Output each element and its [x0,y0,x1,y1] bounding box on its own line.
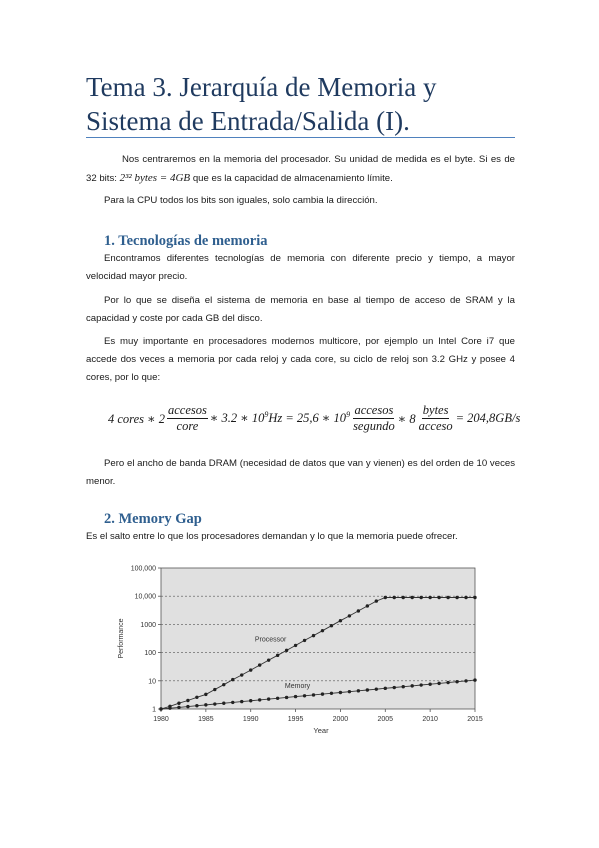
y-tick-label: 10,000 [134,593,156,601]
eq-fraction-3 [418,403,454,434]
data-point-memory [267,697,270,700]
data-point-processor [348,614,351,617]
series-label-processor: Processor [254,636,287,644]
section1-paragraph-2: Por lo que se diseña el sistema de memoria en base al tiempo de acceso de SRAM y la capacidad y coste por cada GB del disco. [86,295,515,324]
x-tick-label: 1995 [287,716,304,723]
data-point-processor [366,604,369,607]
data-point-memory [402,685,405,688]
data-point-memory [177,706,180,709]
data-point-memory [294,695,297,698]
x-tick-label: 2015 [467,716,483,723]
data-point-memory [159,707,162,710]
section1-paragraph-1: Encontramos diferentes tecnologías de memoria con diferente precio y tiempo, a mayor velocidad mayor precio. [86,253,515,282]
eq-term-3: Hz = 25,6 ∗ $10^9$ [268,410,351,426]
data-point-memory [303,694,306,697]
data-point-memory [168,706,171,709]
data-point-processor [276,654,279,657]
data-point-memory [195,704,198,707]
data-point-memory [455,680,458,683]
data-point-memory [312,693,315,696]
x-tick-label: 2000 [332,716,349,723]
data-point-processor [419,596,422,599]
data-point-processor [428,596,431,599]
data-point-processor [330,624,333,627]
series-label-memory: Memory [284,682,311,690]
x-tick-label: 1990 [242,716,259,723]
x-axis-label: Year [313,726,329,735]
intro-text-a: Nos centraremos en la memoria del procesador. Su unidad de medida es el byte. Si es de 32 bits: [86,154,515,184]
data-point-processor [357,609,360,612]
data-point-memory [419,683,422,686]
data-point-memory [213,702,216,705]
y-tick-label: 1 [152,706,156,714]
data-point-processor [213,688,216,691]
data-point-processor [240,673,243,676]
data-point-processor [258,663,261,666]
plot-area [161,568,475,709]
data-point-memory [348,690,351,693]
y-tick-label: 10 [148,678,156,686]
data-point-memory [204,703,207,706]
eq-term-4: ∗ 8 [397,411,416,426]
bandwidth-equation [86,400,521,440]
data-point-processor [312,634,315,637]
page-title: Tema 3. Jerarquía de Memoria y Sistema de Entrada/Salida (I). [86,72,437,136]
data-point-memory [330,692,333,695]
data-point-memory [437,682,440,685]
memory-gap-chart [114,560,489,745]
section2-paragraph-1: Es el salto entre lo que los procesadores demandan y lo que la memoria puede ofrecer. [86,531,458,542]
section-heading-1: 1. Tecnologías de memoria [104,233,268,249]
data-point-processor [294,644,297,647]
section-heading-2: 2. Memory Gap [104,511,202,527]
data-point-processor [303,639,306,642]
eq-frac1-den: core [176,419,199,433]
data-point-processor [339,619,342,622]
data-point-processor [186,699,189,702]
data-point-processor [393,596,396,599]
data-point-processor [285,649,288,652]
x-tick-label: 1985 [198,716,214,723]
data-point-memory [285,696,288,699]
data-point-processor [321,629,324,632]
data-point-processor [411,596,414,599]
y-tick-label: 100,000 [130,565,156,573]
data-point-processor [177,702,180,705]
data-point-processor [204,693,207,696]
data-point-memory [249,699,252,702]
y-axis-label: Performance [118,618,125,659]
intro-paragraph-2: Para la CPU todos los bits son iguales, solo cambia la dirección. [104,195,378,206]
data-point-memory [393,686,396,689]
title-rule [86,137,515,138]
section1-paragraph-4: Pero el ancho de banda DRAM (necesidad de datos que van y vienen) es del orden de 10 veces menor. [86,458,515,487]
data-point-memory [240,700,243,703]
data-point-memory [186,705,189,708]
data-point-processor [464,596,467,599]
data-point-processor [231,678,234,681]
data-point-memory [446,681,449,684]
data-point-processor [195,696,198,699]
eq-frac2-den: segundo [353,419,395,433]
eq-frac3-num: bytes [422,403,449,417]
data-point-processor [446,596,449,599]
data-point-processor [384,596,387,599]
y-tick-label: 1000 [140,621,156,629]
x-tick-label: 2005 [377,716,394,723]
data-point-memory [411,684,414,687]
data-point-memory [231,701,234,704]
data-point-processor [375,599,378,602]
section1-paragraph-3: Es muy importante en procesadores modernos multicore, por ejemplo un Intel Core i7 que accede dos veces a memoria por cada reloj y cada core, su ciclo de reloj son 3.2 GHz y posee 4 cores, por lo que: [86,336,515,383]
eq-term-5: = 204,8GB/s [455,411,521,425]
data-point-processor [249,668,252,671]
data-point-memory [339,691,342,694]
data-point-processor [222,683,225,686]
data-point-memory [276,697,279,700]
intro-paragraph-1 [86,151,515,188]
data-point-memory [321,692,324,695]
data-point-memory [222,702,225,705]
data-point-memory [375,687,378,690]
x-tick-label: 2010 [422,716,438,723]
data-point-processor [267,658,270,661]
data-point-processor [473,596,476,599]
intro-text-b: que es la capacidad de almacenamiento límite. [190,173,393,184]
y-tick-label: 100 [144,650,156,658]
eq-frac3-den: acceso [418,419,453,433]
eq-term-2: ∗ 3.2 ∗ $10^9$ [209,410,269,426]
eq-frac2-num: accesos [354,403,394,417]
data-point-memory [464,679,467,682]
data-point-memory [366,688,369,691]
data-point-memory [384,687,387,690]
x-tick-label: 1980 [153,716,169,723]
eq-fraction-1 [167,403,208,434]
data-point-memory [428,683,431,686]
eq-fraction-2 [352,403,396,434]
intro-math: 2³² bytes = 4GB [119,172,191,184]
data-point-processor [455,596,458,599]
eq-term-1: 4 cores ∗ 2 [108,411,165,426]
data-point-memory [357,689,360,692]
data-point-memory [473,678,476,681]
data-point-processor [402,596,405,599]
data-point-memory [258,698,261,701]
data-point-processor [437,596,440,599]
eq-frac1-num: accesos [167,403,207,417]
